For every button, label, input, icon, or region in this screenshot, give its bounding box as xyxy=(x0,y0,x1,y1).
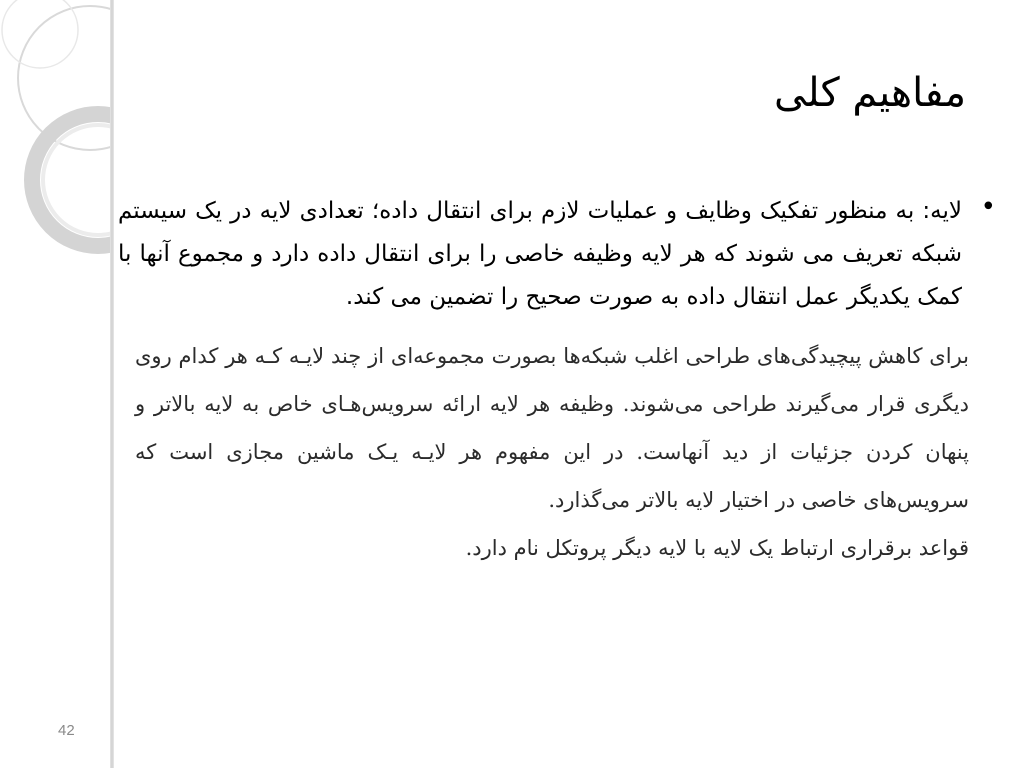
scanned-text-image xyxy=(135,332,969,572)
slide-title: مفاهیم کلی xyxy=(774,70,966,116)
bullet-item xyxy=(118,190,996,319)
bullet-icon: • xyxy=(980,192,996,222)
bullet-text: لایه: به منظور تفکیک وظایف و عملیات لازم برای انتقال داده؛ تعدادی لایه در یک سیستم شبکه تعریف می شوند که هر لایه وظیفه خاصی را برای انتقال داده دارد و مجموع آنها با کمک یکدیگر عمل انتقال داده به صورت صحیح را تضمین می کند. xyxy=(118,198,962,310)
scanned-paragraph-2: قواعد برقراری ارتباط یک لایه با لایه دیگر پروتکل نام دارد. xyxy=(465,536,969,560)
vertical-divider xyxy=(110,0,114,768)
scanned-paragraph-1: برای کاهش پیچیدگی‌های طراحی اغلب شبکه‌ها بصورت مجموعه‌ای از چند لایـه کـه هر کدام روی دیگری قرار می‌گیرند طراحی می‌شوند. وظیفه هر لایه ارائه سرویس‌هـای خاص به لایه بالاتر و پنهان کردن جزئیات از دید آنهاست. در این مفهوم هر لایـه یـک ماشین مجازی است که سرویس‌های خاصی در اختیار لایه بالاتر می‌گذارد. xyxy=(135,344,969,512)
circle-decoration xyxy=(0,0,112,768)
slide-number: 42 xyxy=(58,722,75,739)
